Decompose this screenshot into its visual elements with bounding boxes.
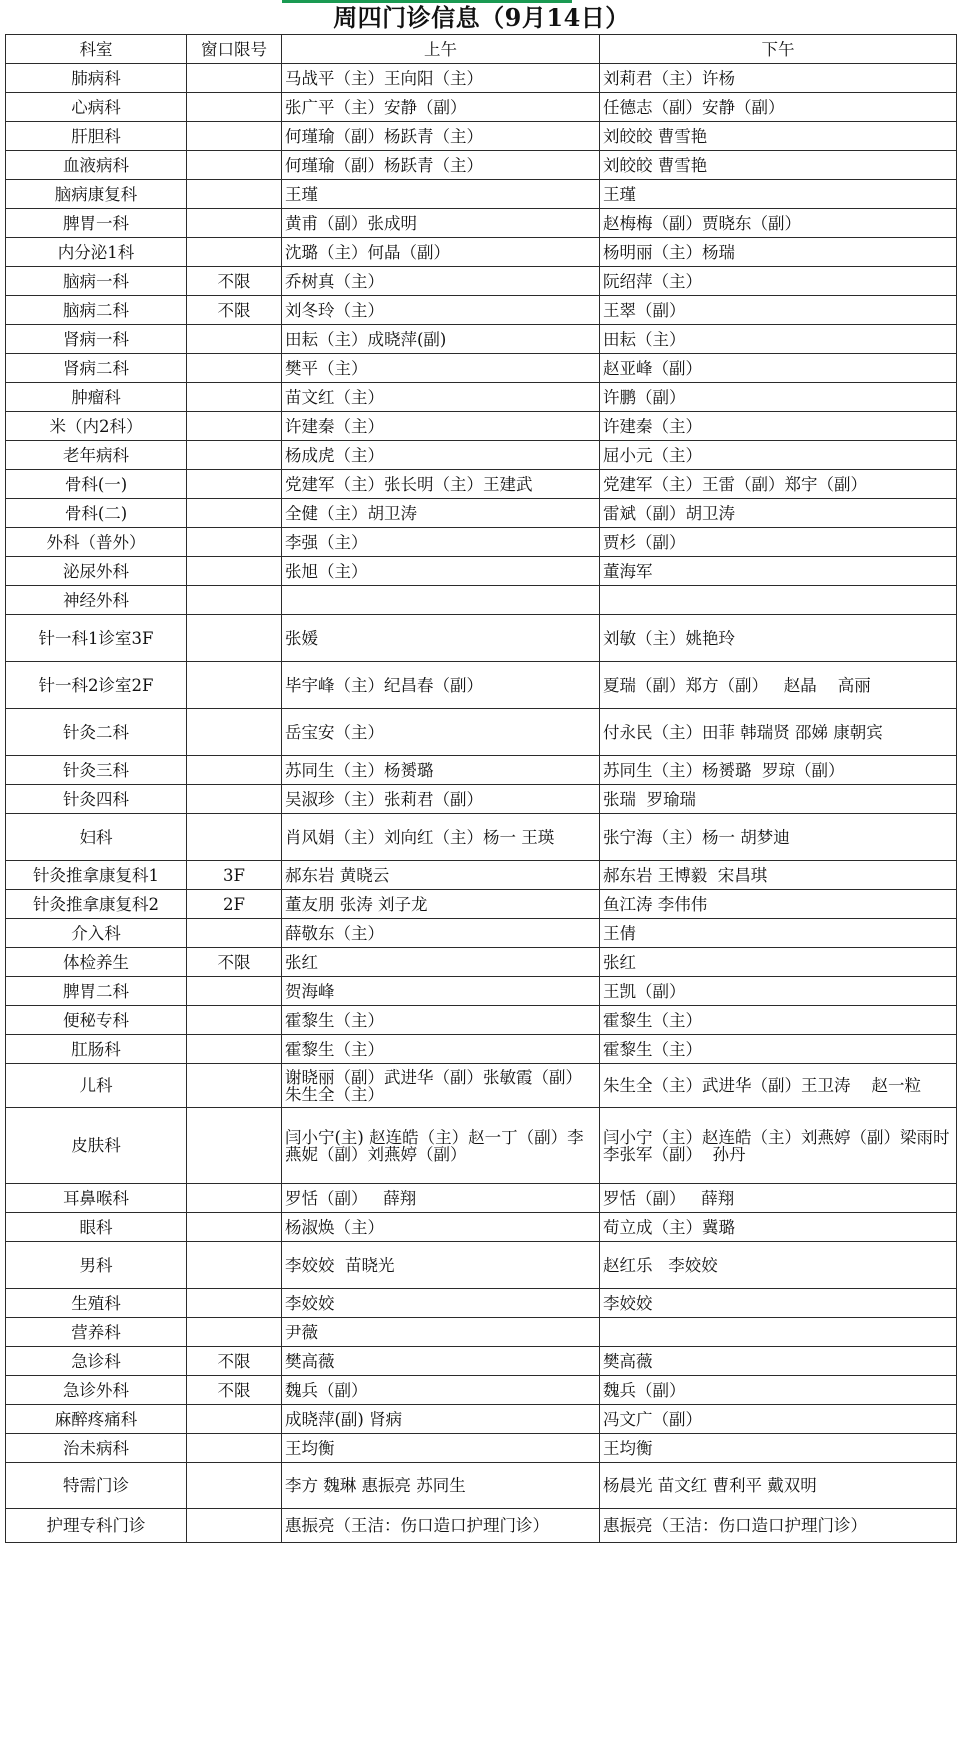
am-doctors-cell: 黄甫（副）张成明 — [282, 209, 600, 238]
am-doctors-cell: 杨淑焕（主） — [282, 1213, 600, 1242]
am-doctors-cell: 罗恬（副） 薛翔 — [282, 1184, 600, 1213]
pm-doctors-cell: 张宁海（主）杨一 胡梦迪 — [600, 814, 957, 861]
limit-cell — [187, 1213, 282, 1242]
dept-cell: 肾病一科 — [6, 325, 187, 354]
pm-doctors-cell: 郝东岩 王博毅 宋昌琪 — [600, 861, 957, 890]
table-row — [6, 209, 957, 238]
pm-doctors-cell — [600, 586, 957, 615]
dept-cell: 脾胃二科 — [6, 977, 187, 1006]
table-row — [6, 919, 957, 948]
am-doctors-cell: 杨成虎（主） — [282, 441, 600, 470]
limit-cell — [187, 180, 282, 209]
am-doctors-cell: 全健（主）胡卫涛 — [282, 499, 600, 528]
limit-cell: 不限 — [187, 267, 282, 296]
table-row — [6, 948, 957, 977]
dept-cell: 耳鼻喉科 — [6, 1184, 187, 1213]
dept-cell: 针一科1诊室3F — [6, 615, 187, 662]
pm-doctors-cell: 贾杉（副） — [600, 528, 957, 557]
table-row — [6, 1318, 957, 1347]
table-row — [6, 1376, 957, 1405]
pm-doctors-cell: 夏瑞（副）郑方（副） 赵晶 高丽 — [600, 662, 957, 709]
table-row — [6, 151, 957, 180]
limit-cell — [187, 64, 282, 93]
table-row — [6, 814, 957, 861]
pm-doctors-cell: 樊高薇 — [600, 1347, 957, 1376]
pm-doctors-cell: 任德志（副）安静（副） — [600, 93, 957, 122]
pm-doctors-cell: 党建军（主）王雷（副）郑宇（副） — [600, 470, 957, 499]
pm-doctors-cell: 王倩 — [600, 919, 957, 948]
am-doctors-cell: 党建军（主）张长明（主）王建武 — [282, 470, 600, 499]
dept-cell: 妇科 — [6, 814, 187, 861]
dept-cell: 肾病二科 — [6, 354, 187, 383]
dept-cell: 特需门诊 — [6, 1463, 187, 1509]
table-row — [6, 1108, 957, 1184]
pm-doctors-cell: 屈小元（主） — [600, 441, 957, 470]
am-doctors-cell — [282, 586, 600, 615]
table-row — [6, 785, 957, 814]
limit-cell — [187, 709, 282, 756]
limit-cell — [187, 756, 282, 785]
pm-doctors-cell: 张瑞 罗瑜瑞 — [600, 785, 957, 814]
am-doctors-cell: 薛敬东（主） — [282, 919, 600, 948]
am-doctors-cell: 李方 魏琳 惠振亮 苏同生 — [282, 1463, 600, 1509]
pm-doctors-cell: 田耘（主） — [600, 325, 957, 354]
am-doctors-cell: 马战平（主）王向阳（主） — [282, 64, 600, 93]
pm-doctors-cell — [600, 1318, 957, 1347]
pm-doctors-cell: 阮绍萍（主） — [600, 267, 957, 296]
dept-cell: 肝胆科 — [6, 122, 187, 151]
table-row — [6, 64, 957, 93]
table-row — [6, 412, 957, 441]
pm-doctors-cell: 雷斌（副）胡卫涛 — [600, 499, 957, 528]
am-doctors-cell: 肖风娟（主）刘向红（主）杨一 王瑛 — [282, 814, 600, 861]
am-doctors-cell: 何瑾瑜（副）杨跃青（主） — [282, 122, 600, 151]
am-doctors-cell: 霍黎生（主） — [282, 1035, 600, 1064]
pm-doctors-cell: 霍黎生（主） — [600, 1035, 957, 1064]
pm-doctors-cell: 荀立成（主）冀璐 — [600, 1213, 957, 1242]
am-doctors-cell: 成晓萍(副) 肾病 — [282, 1405, 600, 1434]
table-row — [6, 557, 957, 586]
table-row — [6, 756, 957, 785]
limit-cell — [187, 557, 282, 586]
table-row — [6, 1064, 957, 1108]
limit-cell — [187, 1318, 282, 1347]
am-doctors-cell: 张广平（主）安静（副） — [282, 93, 600, 122]
limit-cell — [187, 470, 282, 499]
dept-cell: 儿科 — [6, 1064, 187, 1108]
pm-doctors-cell: 王凯（副） — [600, 977, 957, 1006]
limit-cell: 3F — [187, 861, 282, 890]
am-doctors-cell: 魏兵（副） — [282, 1376, 600, 1405]
pm-doctors-cell: 王瑾 — [600, 180, 957, 209]
limit-cell — [187, 977, 282, 1006]
limit-cell — [187, 1434, 282, 1463]
dept-cell: 肺病科 — [6, 64, 187, 93]
dept-cell: 脑病康复科 — [6, 180, 187, 209]
dept-cell: 内分泌1科 — [6, 238, 187, 267]
dept-cell: 生殖科 — [6, 1289, 187, 1318]
schedule-body — [6, 35, 960, 1543]
am-doctors-cell: 尹薇 — [282, 1318, 600, 1347]
dept-cell: 米（内2科） — [6, 412, 187, 441]
limit-cell — [187, 662, 282, 709]
limit-cell — [187, 354, 282, 383]
am-doctors-cell: 乔树真（主） — [282, 267, 600, 296]
dept-cell: 针灸四科 — [6, 785, 187, 814]
limit-cell: 不限 — [187, 1376, 282, 1405]
dept-cell: 肿瘤科 — [6, 383, 187, 412]
am-doctors-cell: 刘冬玲（主） — [282, 296, 600, 325]
dept-cell: 麻醉疼痛科 — [6, 1405, 187, 1434]
pm-doctors-cell: 王翠（副） — [600, 296, 957, 325]
dept-cell: 外科（普外） — [6, 528, 187, 557]
table-row — [6, 325, 957, 354]
limit-cell — [187, 586, 282, 615]
dept-cell: 脑病一科 — [6, 267, 187, 296]
limit-cell — [187, 1463, 282, 1509]
table-row — [6, 1184, 957, 1213]
table-row — [6, 499, 957, 528]
am-doctors-cell: 沈璐（主）何晶（副） — [282, 238, 600, 267]
dept-cell: 骨科(一) — [6, 470, 187, 499]
am-doctors-cell: 张媛 — [282, 615, 600, 662]
pm-doctors-cell: 刘敏（主）姚艳玲 — [600, 615, 957, 662]
table-row — [6, 1463, 957, 1509]
pm-doctors-cell: 张红 — [600, 948, 957, 977]
am-doctors-cell: 毕宇峰（主）纪昌春（副） — [282, 662, 600, 709]
am-doctors-cell: 惠振亮（王洁：伤口造口护理门诊） — [282, 1509, 600, 1543]
table-row — [6, 238, 957, 267]
pm-doctors-cell: 赵红乐 李姣姣 — [600, 1242, 957, 1289]
table-row — [6, 1509, 957, 1543]
dept-cell: 治未病科 — [6, 1434, 187, 1463]
pm-doctors-cell: 赵梅梅（副）贾晓东（副） — [600, 209, 957, 238]
limit-cell — [187, 412, 282, 441]
pm-doctors-cell: 苏同生（主）杨赟璐 罗琼（副） — [600, 756, 957, 785]
limit-cell — [187, 814, 282, 861]
pm-doctors-cell: 霍黎生（主） — [600, 1006, 957, 1035]
pm-doctors-cell: 许鹏（副） — [600, 383, 957, 412]
pm-doctors-cell: 刘莉君（主）许杨 — [600, 64, 957, 93]
limit-cell — [187, 93, 282, 122]
limit-cell — [187, 1035, 282, 1064]
pm-doctors-cell: 杨明丽（主）杨瑞 — [600, 238, 957, 267]
table-row — [6, 615, 957, 662]
table-row — [6, 528, 957, 557]
header-am: 上午 — [282, 35, 600, 64]
table-row — [6, 861, 957, 890]
limit-cell: 不限 — [187, 948, 282, 977]
limit-cell: 不限 — [187, 296, 282, 325]
am-doctors-cell: 樊平（主） — [282, 354, 600, 383]
table-row — [6, 1289, 957, 1318]
dept-cell: 营养科 — [6, 1318, 187, 1347]
am-doctors-cell: 樊高薇 — [282, 1347, 600, 1376]
dept-cell: 针灸推拿康复科1 — [6, 861, 187, 890]
am-doctors-cell: 张旭（主） — [282, 557, 600, 586]
table-row — [6, 383, 957, 412]
table-row — [6, 709, 957, 756]
pm-doctors-cell: 朱生全（主）武进华（副）王卫涛 赵一粒 — [600, 1064, 957, 1108]
dept-cell: 针一科2诊室2F — [6, 662, 187, 709]
am-doctors-cell: 王瑾 — [282, 180, 600, 209]
am-doctors-cell: 苗文红（主） — [282, 383, 600, 412]
dept-cell: 急诊外科 — [6, 1376, 187, 1405]
dept-cell: 肛肠科 — [6, 1035, 187, 1064]
table-row — [6, 1213, 957, 1242]
am-doctors-cell: 霍黎生（主） — [282, 1006, 600, 1035]
limit-cell — [187, 383, 282, 412]
limit-cell — [187, 615, 282, 662]
table-row — [6, 890, 957, 919]
dept-cell: 男科 — [6, 1242, 187, 1289]
pm-doctors-cell: 付永民（主）田菲 韩瑞贤 邵娣 康朝宾 — [600, 709, 957, 756]
dept-cell: 针灸推拿康复科2 — [6, 890, 187, 919]
dept-cell: 心病科 — [6, 93, 187, 122]
pm-doctors-cell: 刘皎皎 曹雪艳 — [600, 122, 957, 151]
dept-cell: 皮肤科 — [6, 1108, 187, 1184]
pm-doctors-cell: 鱼江涛 李伟伟 — [600, 890, 957, 919]
limit-cell — [187, 499, 282, 528]
dept-cell: 护理专科门诊 — [6, 1509, 187, 1543]
am-doctors-cell: 许建秦（主） — [282, 412, 600, 441]
dept-cell: 眼科 — [6, 1213, 187, 1242]
table-row — [6, 1434, 957, 1463]
am-doctors-cell: 董友朋 张涛 刘子龙 — [282, 890, 600, 919]
dept-cell: 针灸三科 — [6, 756, 187, 785]
table-row — [6, 1006, 957, 1035]
am-doctors-cell: 谢晓丽（副）武进华（副）张敏霞（副）朱生全（主） — [282, 1064, 600, 1108]
table-row — [6, 977, 957, 1006]
am-doctors-cell: 贺海峰 — [282, 977, 600, 1006]
limit-cell — [187, 1289, 282, 1318]
dept-cell: 便秘专科 — [6, 1006, 187, 1035]
table-row — [6, 180, 957, 209]
table-row — [6, 1035, 957, 1064]
limit-cell — [187, 919, 282, 948]
am-doctors-cell: 李姣姣 — [282, 1289, 600, 1318]
pm-doctors-cell: 冯文广（副） — [600, 1405, 957, 1434]
table-row — [6, 470, 957, 499]
limit-cell — [187, 325, 282, 354]
dept-cell: 体检养生 — [6, 948, 187, 977]
limit-cell — [187, 785, 282, 814]
table-row — [6, 296, 957, 325]
dept-cell: 脑病二科 — [6, 296, 187, 325]
table-row — [6, 1405, 957, 1434]
limit-cell — [187, 1242, 282, 1289]
table-row — [6, 267, 957, 296]
pm-doctors-cell: 罗恬（副） 薛翔 — [600, 1184, 957, 1213]
limit-cell — [187, 122, 282, 151]
table-row — [6, 1347, 957, 1376]
table-row — [6, 662, 957, 709]
limit-cell — [187, 528, 282, 557]
am-doctors-cell: 李姣姣 苗晓光 — [282, 1242, 600, 1289]
dept-cell: 泌尿外科 — [6, 557, 187, 586]
limit-cell — [187, 1184, 282, 1213]
dept-cell: 针灸二科 — [6, 709, 187, 756]
am-doctors-cell: 苏同生（主）杨赟璐 — [282, 756, 600, 785]
am-doctors-cell: 田耘（主）成晓萍(副) — [282, 325, 600, 354]
table-row — [6, 93, 957, 122]
dept-cell: 介入科 — [6, 919, 187, 948]
table-row — [6, 122, 957, 151]
pm-doctors-cell: 许建秦（主） — [600, 412, 957, 441]
limit-cell — [187, 1405, 282, 1434]
dept-cell: 脾胃一科 — [6, 209, 187, 238]
limit-cell: 不限 — [187, 1347, 282, 1376]
pm-doctors-cell: 刘皎皎 曹雪艳 — [600, 151, 957, 180]
limit-cell — [187, 1006, 282, 1035]
clinic-schedule-table — [5, 34, 960, 1543]
header-limit: 窗口限号 — [187, 35, 282, 64]
table-row — [6, 1242, 957, 1289]
am-doctors-cell: 岳宝安（主） — [282, 709, 600, 756]
limit-cell — [187, 1108, 282, 1184]
pm-doctors-cell: 惠振亮（王洁：伤口造口护理门诊） — [600, 1509, 957, 1543]
table-row — [6, 586, 957, 615]
limit-cell: 2F — [187, 890, 282, 919]
am-doctors-cell: 吴淑珍（主）张莉君（副） — [282, 785, 600, 814]
pm-doctors-cell: 魏兵（副） — [600, 1376, 957, 1405]
pm-doctors-cell: 李姣姣 — [600, 1289, 957, 1318]
dept-cell: 神经外科 — [6, 586, 187, 615]
limit-cell — [187, 238, 282, 267]
dept-cell: 老年病科 — [6, 441, 187, 470]
pm-doctors-cell: 董海军 — [600, 557, 957, 586]
header-row — [6, 35, 957, 64]
header-pm: 下午 — [600, 35, 957, 64]
limit-cell — [187, 151, 282, 180]
table-row — [6, 354, 957, 383]
limit-cell — [187, 1064, 282, 1108]
limit-cell — [187, 1509, 282, 1543]
table-row — [6, 441, 957, 470]
am-doctors-cell: 闫小宁(主) 赵连皓（主）赵一丁（副）李燕妮（副）刘燕婷（副） — [282, 1108, 600, 1184]
page-title: 周四门诊信息（9月14日） — [333, 3, 630, 32]
limit-cell — [187, 441, 282, 470]
am-doctors-cell: 张红 — [282, 948, 600, 977]
dept-cell: 急诊科 — [6, 1347, 187, 1376]
limit-cell — [187, 209, 282, 238]
header-dept: 科室 — [6, 35, 187, 64]
pm-doctors-cell: 王均衡 — [600, 1434, 957, 1463]
pm-doctors-cell: 赵亚峰（副） — [600, 354, 957, 383]
am-doctors-cell: 李强（主） — [282, 528, 600, 557]
am-doctors-cell: 郝东岩 黄晓云 — [282, 861, 600, 890]
dept-cell: 骨科(二) — [6, 499, 187, 528]
pm-doctors-cell: 杨晨光 苗文红 曹利平 戴双明 — [600, 1463, 957, 1509]
pm-doctors-cell: 闫小宁（主）赵连皓（主）刘燕婷（副）梁雨时 李张军（副） 孙丹 — [600, 1108, 957, 1184]
am-doctors-cell: 王均衡 — [282, 1434, 600, 1463]
am-doctors-cell: 何瑾瑜（副）杨跃青（主） — [282, 151, 600, 180]
dept-cell: 血液病科 — [6, 151, 187, 180]
